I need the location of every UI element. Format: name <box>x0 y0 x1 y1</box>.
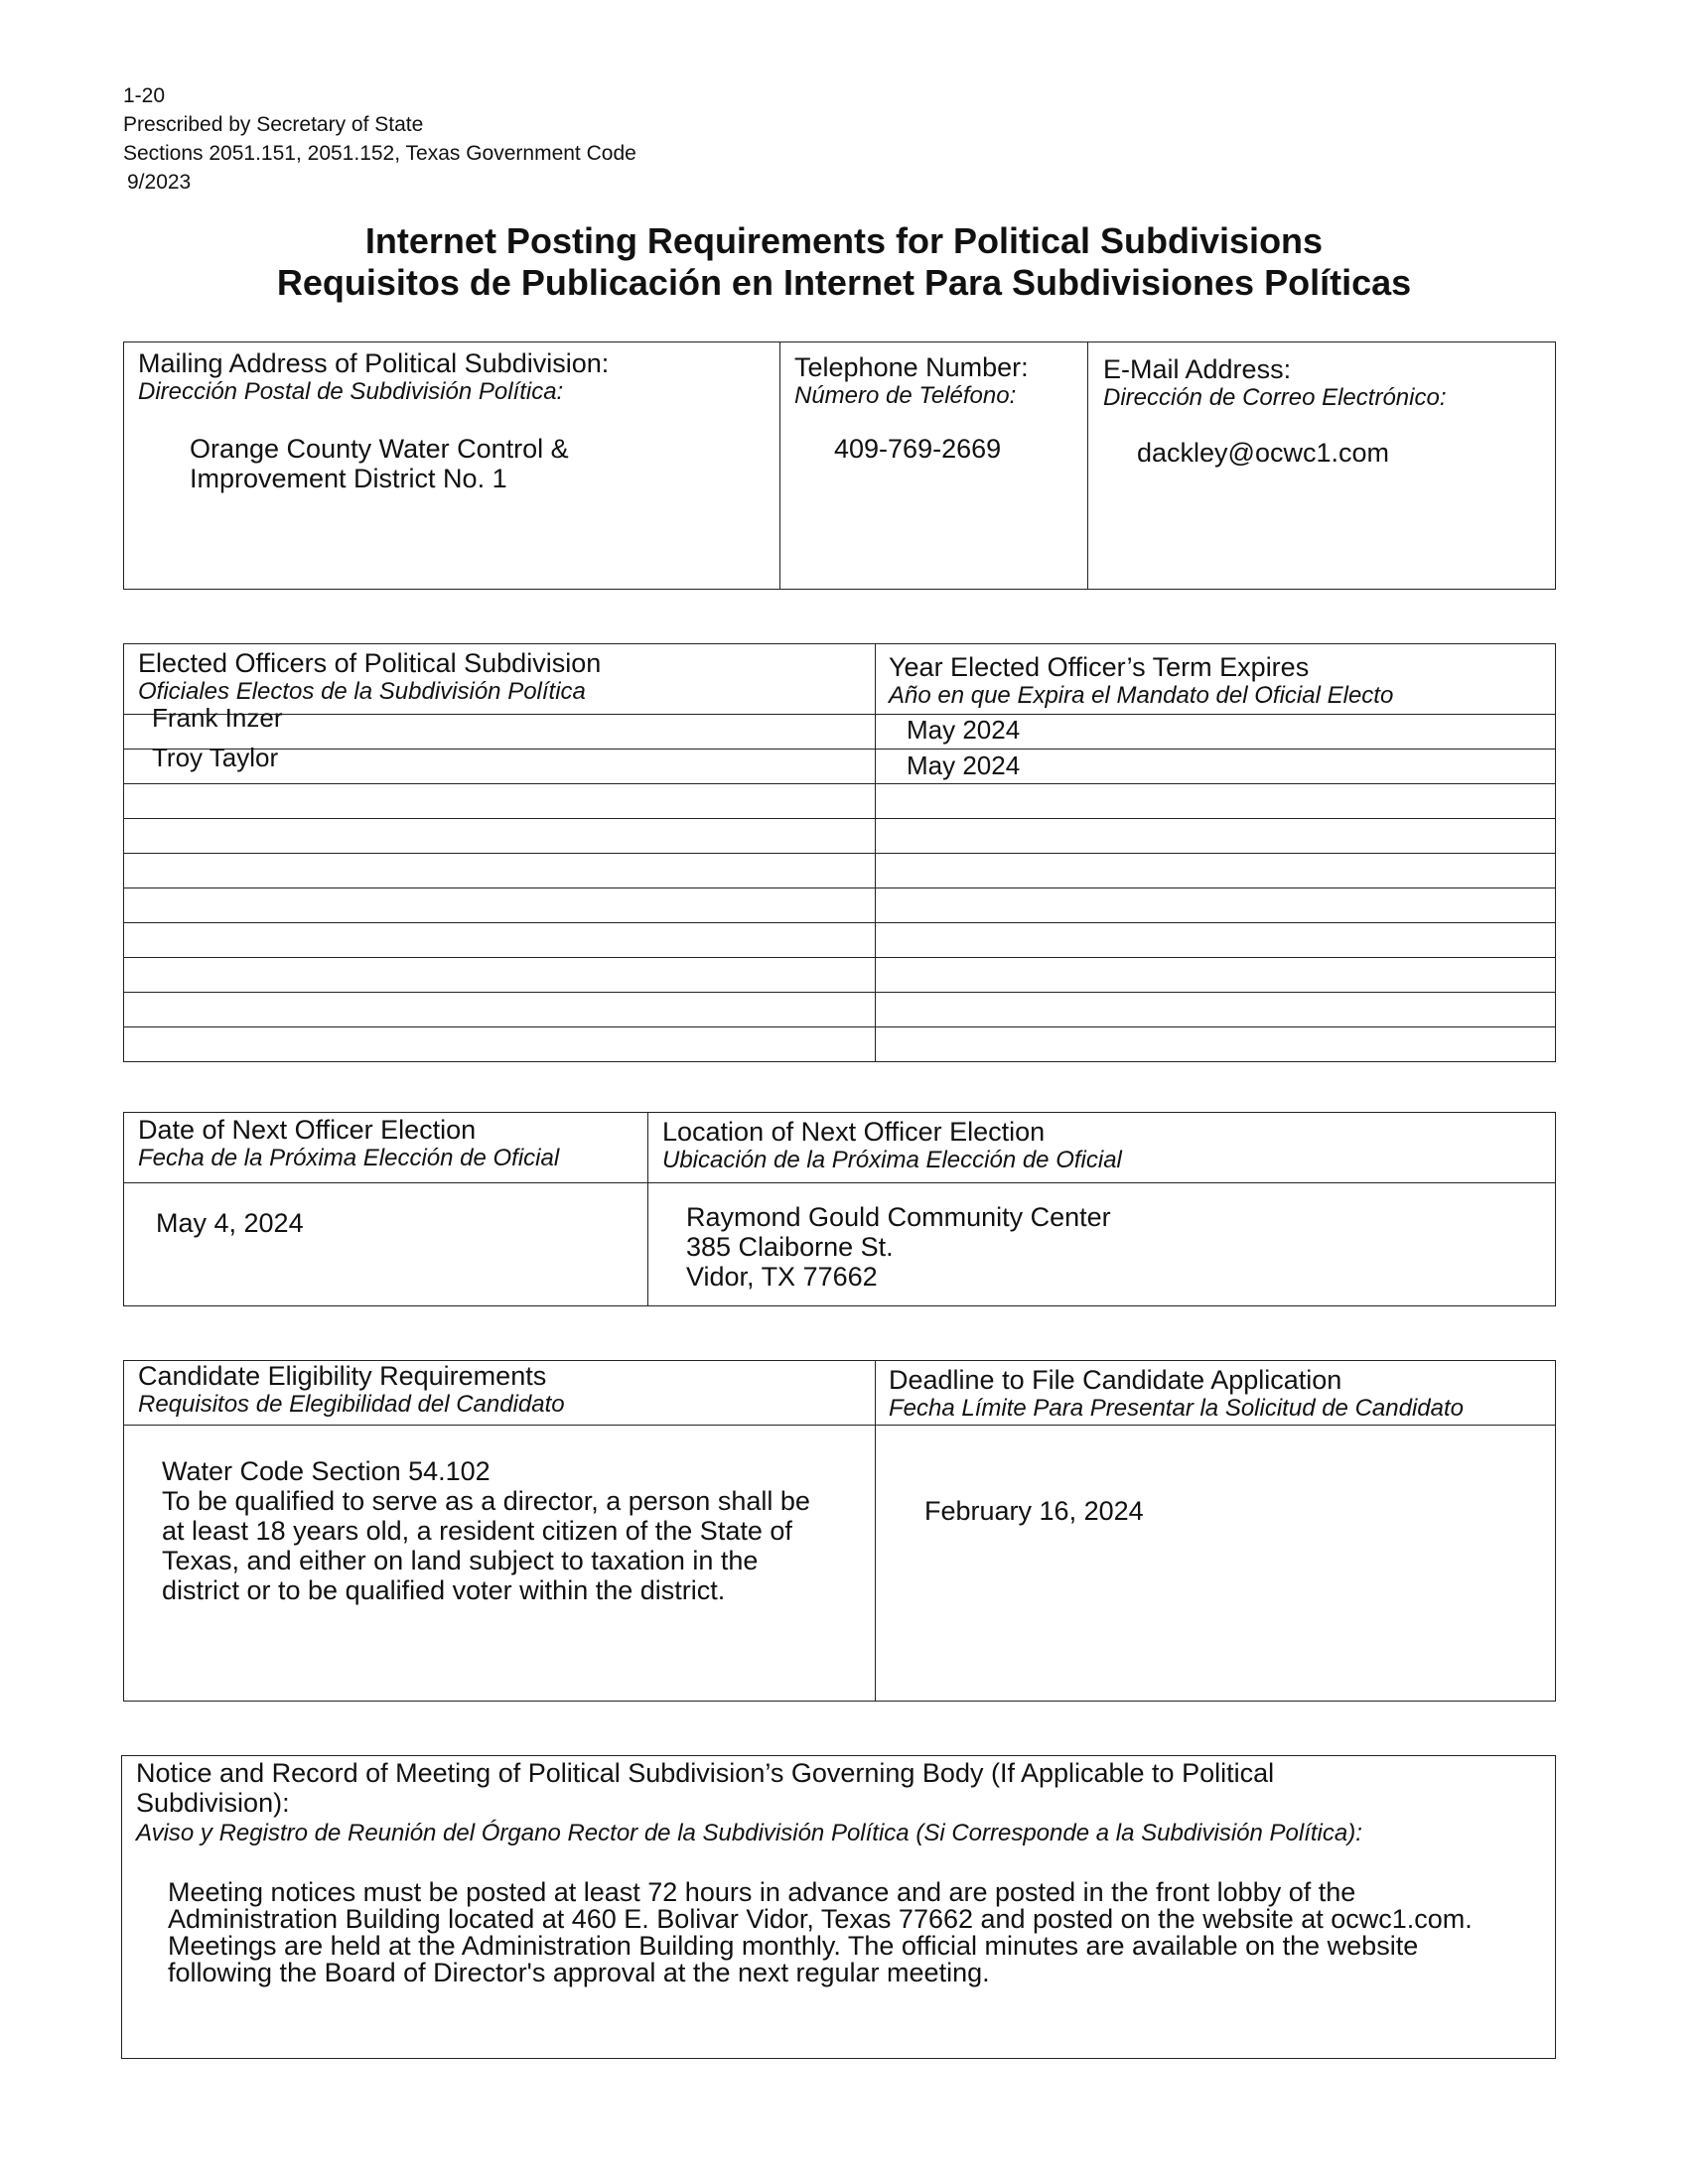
officers-term-header-label: Year Elected Officer’s Term Expires <box>889 652 1310 682</box>
election-location-line1: Raymond Gould Community Center <box>686 1202 1111 1232</box>
meeting-section <box>121 1755 1556 2059</box>
prescribed-by: Prescribed by Secretary of State <box>123 113 424 136</box>
officers-name-header-label: Elected Officers of Political Subdivision <box>138 648 602 678</box>
telephone-label-es: Número de Teléfono: <box>794 382 1017 409</box>
eligibility-label-es: Requisitos de Elegibilidad del Candidato <box>138 1391 565 1418</box>
mailing-address-line1: Orange County Water Control & <box>190 434 569 464</box>
meeting-text-line4: following the Board of Director's approval at the next regular meeting. <box>168 1958 990 1987</box>
email-label: E-Mail Address: <box>1103 354 1292 384</box>
form-date: 9/2023 <box>127 171 192 194</box>
telephone-cell <box>794 352 1029 589</box>
meeting-text-line2: Administration Building located at 460 E. Bolivar Vidor, Texas 77662 and posted on the website at ocwc1.com. <box>168 1904 1473 1934</box>
election-location-value <box>686 1202 1111 1292</box>
officers-name-header-label-es: Oficiales Electos de la Subdivisión Política <box>138 678 586 705</box>
page-title <box>0 220 1688 304</box>
mailing-address-label-es: Dirección Postal de Subdivisión Política: <box>138 378 564 405</box>
title-english: Internet Posting Requirements for Political Subdivisions <box>364 220 1324 261</box>
election-date-value: May 4, 2024 <box>156 1208 304 1238</box>
officer-term-1: May 2024 <box>907 715 1021 745</box>
eligibility-line1: Water Code Section 54.102 <box>162 1456 491 1486</box>
email-cell <box>1103 354 1446 589</box>
election-location-label-es: Ubicación de la Próxima Elección de Oficial <box>662 1147 1122 1173</box>
deadline-label-es: Fecha Límite Para Presentar la Solicitud de Candidato <box>889 1395 1464 1422</box>
eligibility-line4: Texas, and either on land subject to taxation in the <box>162 1546 759 1575</box>
eligibility-text <box>162 1456 810 1605</box>
election-location-label: Location of Next Officer Election <box>662 1117 1046 1147</box>
form-header <box>123 81 636 197</box>
mailing-address-label: Mailing Address of Political Subdivision: <box>138 348 610 378</box>
form-number: 1-20 <box>123 84 166 107</box>
title-spanish: Requisitos de Publicación en Internet Para Subdivisiones Políticas <box>276 262 1412 303</box>
telephone-value: 409-769-2669 <box>834 434 1002 464</box>
eligibility-line2: To be qualified to serve as a director, a person shall be <box>162 1486 810 1516</box>
meeting-label-es: Aviso y Registro de Reunión del Órgano Rector de la Subdivisión Política (Si Corresponde a la Subdivisión Política): <box>136 1820 1362 1846</box>
mailing-address-cell <box>138 348 609 589</box>
election-location-line2: 385 Claiborne St. <box>686 1232 894 1262</box>
officer-name-2: Troy Taylor <box>152 743 279 772</box>
meeting-text <box>168 1879 1473 1986</box>
officers-term-header-label-es: Año en que Expira el Mandato del Oficial Electo <box>889 682 1394 709</box>
election-date-label: Date of Next Officer Election <box>138 1115 477 1145</box>
meeting-label-line2: Subdivision): <box>136 1788 290 1818</box>
officer-term-2: May 2024 <box>907 751 1021 780</box>
email-value: dackley@ocwc1.com <box>1137 438 1389 468</box>
meeting-text-line3: Meetings are held at the Administration Building monthly. The official minutes are available on the website <box>168 1931 1419 1961</box>
meeting-label-line1: Notice and Record of Meeting of Political Subdivision’s Governing Body (If Applicable to Political <box>136 1758 1275 1788</box>
eligibility-line5: district or to be qualified voter within the district. <box>162 1575 726 1605</box>
election-section <box>123 1112 1556 1306</box>
telephone-label: Telephone Number: <box>794 352 1029 382</box>
deadline-label: Deadline to File Candidate Application <box>889 1365 1342 1395</box>
eligibility-label: Candidate Eligibility Requirements <box>138 1361 547 1391</box>
email-label-es: Dirección de Correo Electrónico: <box>1103 384 1447 411</box>
deadline-value: February 16, 2024 <box>924 1496 1144 1526</box>
election-location-line3: Vidor, TX 77662 <box>686 1262 878 1292</box>
officers-table <box>123 643 1556 1062</box>
code-sections: Sections 2051.151, 2051.152, Texas Government Code <box>123 142 636 165</box>
eligibility-line3: at least 18 years old, a resident citizen of the State of <box>162 1516 792 1546</box>
deadline-header <box>889 1365 1464 1701</box>
officer-name-1: Frank Inzer <box>152 703 283 733</box>
eligibility-section <box>123 1360 1556 1702</box>
mailing-address-line2: Improvement District No. 1 <box>190 464 507 493</box>
election-date-label-es: Fecha de la Próxima Elección de Oficial <box>138 1145 560 1171</box>
meeting-header <box>136 1758 1362 1847</box>
contact-section <box>123 341 1556 590</box>
meeting-text-line1: Meeting notices must be posted at least 72 hours in advance and are posted in the front lobby of the <box>168 1877 1356 1907</box>
